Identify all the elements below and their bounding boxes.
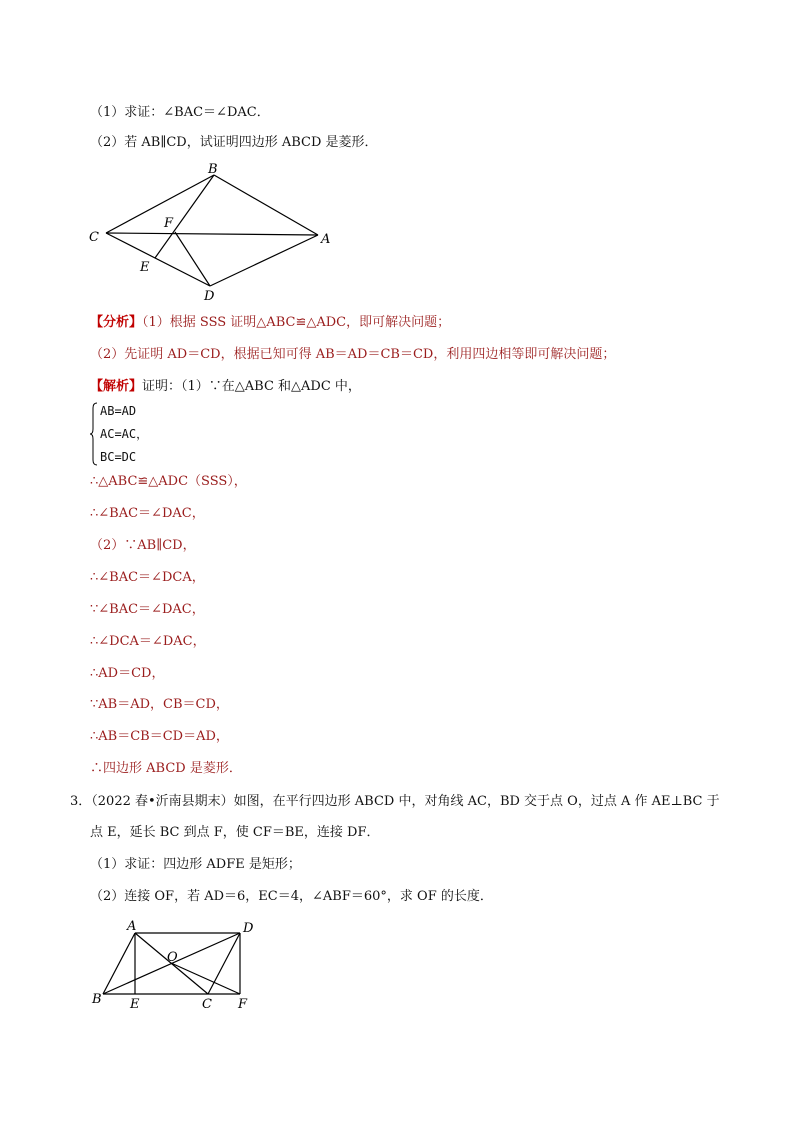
system-eq-3: BC=DC [100, 450, 137, 464]
question-1: （1）求证：∠BAC＝∠DAC． [90, 105, 270, 120]
label-E: E [140, 260, 150, 275]
equation-brace [90, 402, 98, 466]
label2-B: B [92, 992, 102, 1007]
analysis-1 [90, 314, 450, 332]
label2-F: F [238, 997, 248, 1012]
label2-C: C [202, 997, 212, 1012]
analysis-1-text: （1）根据 SSS 证明△ABC≌△ADC，即可解决问题； [142, 315, 451, 330]
problem-3-line-1: 3．（2022 春•沂南县期末）如图，在平行四边形 ABCD 中，对角线 AC，BD 交于点 O，过点 A 作 AE⊥BC 于 [70, 794, 720, 809]
system-eq-1: AB=AD [100, 404, 137, 418]
label-C: C [89, 230, 99, 245]
step-4: ∴∠BAC＝∠DCA， [90, 570, 205, 585]
solution-1-text: 证明：（1）∵在△ABC 和△ADC 中， [142, 379, 361, 394]
step-10: ∴四边形 ABCD 是菱形． [90, 761, 242, 776]
solution-tag: 【解析】 [90, 379, 143, 394]
step-1: ∴△ABC≌△ADC（SSS）， [90, 474, 247, 489]
label-F: F [164, 216, 174, 231]
label2-O: O [167, 950, 178, 965]
label-D: D [204, 289, 215, 304]
question-2: （2）若 AB∥CD，试证明四边形 ABCD 是菱形． [90, 135, 378, 150]
step-8: ∵AB＝AD，CB＝CD， [90, 697, 229, 712]
problem-3-question-2: （2）连接 OF，若 AD＝6，EC＝4，∠ABF＝60°，求 OF 的长度． [90, 889, 493, 904]
step-3: （2）∵AB∥CD， [90, 538, 196, 553]
analysis-2: （2）先证明 AD＝CD，根据已知可得 AB＝AD＝CB＝CD，利用四边相等即可解决问题； [90, 347, 616, 362]
solution-1 [90, 378, 361, 396]
label-A: A [321, 232, 331, 247]
step-6: ∴∠DCA＝∠DAC， [90, 634, 206, 649]
problem-3-question-1: （1）求证：四边形 ADFE 是矩形； [90, 857, 301, 872]
label2-A: A [127, 919, 137, 934]
step-5: ∵∠BAC＝∠DAC， [90, 602, 205, 617]
step-9: ∴AB＝CB＝CD＝AD， [90, 729, 229, 744]
analysis-tag: 【分析】 [90, 315, 143, 330]
label2-E: E [130, 997, 140, 1012]
problem-3-line-2: 点 E，延长 BC 到点 F，使 CF＝BE，连接 DF． [90, 825, 380, 840]
label2-D: D [243, 921, 254, 936]
label-B: B [208, 162, 218, 177]
system-eq-2: AC=AC， [100, 427, 149, 441]
step-7: ∴AD＝CD， [90, 666, 165, 681]
step-2: ∴∠BAC＝∠DAC， [90, 506, 205, 521]
